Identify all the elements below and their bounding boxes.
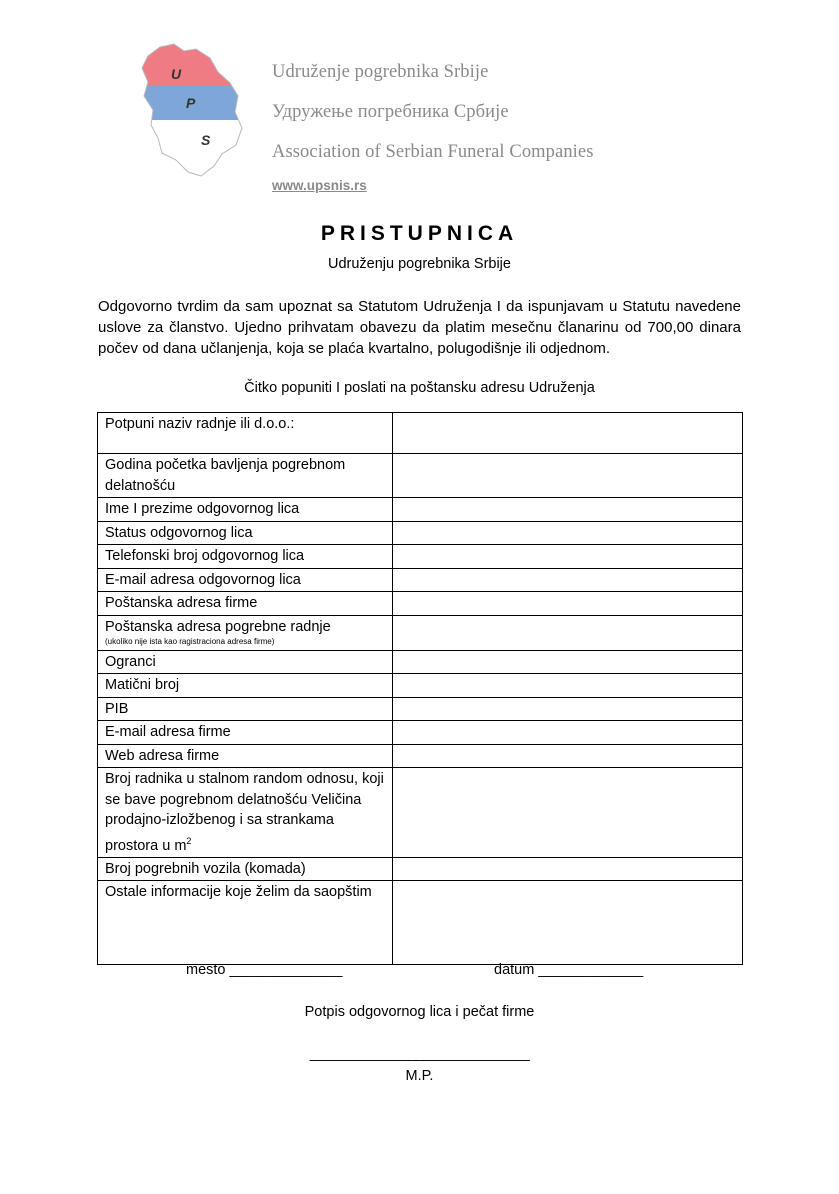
intro-paragraph: Odgovorno tvrdim da sam upoznat sa Statutom Udruženja I da ispunjavam u Statutu navedene uslove za članstvo. Ujedno prihvatam obavezu da platim mesečnu članarinu od 700,00 dinara počev od dana učlanjenja, koja se plaća kvartalno, polugodišnje ili odjednom. (98, 298, 741, 357)
form-label: Poštanska adresa pogrebne radnje (105, 618, 331, 635)
form-value-cell[interactable] (393, 744, 743, 768)
form-label-superscript: 2 (186, 835, 192, 846)
form-value-cell[interactable] (393, 881, 743, 965)
form-row (98, 615, 743, 650)
form-label: Ostale informacije koje želim da saopštim (98, 881, 393, 965)
signature-label: Potpis odgovornog lica i pečat firme (304, 1004, 535, 1020)
serbia-map-logo (138, 42, 246, 180)
form-row (98, 857, 743, 881)
form-label: E-mail adresa odgovornog lica (98, 568, 393, 592)
form-value-cell[interactable] (393, 521, 743, 545)
place-field[interactable]: mesto ______________ (186, 962, 343, 978)
form-row (98, 744, 743, 768)
logo-letter-s: S (201, 132, 211, 148)
form-label: Ime I prezime odgovornog lica (98, 498, 393, 522)
form-value-cell[interactable] (393, 454, 743, 498)
logo-red-band (138, 42, 246, 86)
form-row (98, 568, 743, 592)
form-value-cell[interactable] (393, 674, 743, 698)
form-value-cell[interactable] (393, 650, 743, 674)
form-row (98, 413, 743, 454)
form-label: Ogranci (98, 650, 393, 674)
form-value-cell[interactable] (393, 697, 743, 721)
form-row (98, 674, 743, 698)
document-title: PRISTUPNICA (320, 222, 519, 245)
org-name-cyrillic: Удружење погребника Србије (272, 102, 509, 122)
form-label: Godina početka bavljenja pogrebnom delatnošću (98, 454, 393, 498)
instruction-text: Čitko popuniti I poslati na poštansku adresu Udruženja (244, 380, 595, 396)
document-subtitle: Udruženju pogrebnika Srbije (328, 256, 511, 272)
date-field[interactable]: datum _____________ (494, 962, 644, 978)
form-row (98, 650, 743, 674)
application-form-table (97, 412, 743, 965)
form-label: Potpuni naziv radnje ili d.o.o.: (98, 413, 393, 454)
org-name-latin: Udruženje pogrebnika Srbije (272, 62, 489, 82)
form-value-cell[interactable] (393, 615, 743, 650)
form-value-cell[interactable] (393, 498, 743, 522)
form-row (98, 498, 743, 522)
logo-white-band (138, 120, 246, 180)
website-link[interactable]: www.upsnis.rs (272, 178, 367, 193)
form-label: Telefonski broj odgovornog lica (98, 545, 393, 569)
form-label: Matični broj (98, 674, 393, 698)
form-value-cell[interactable] (393, 545, 743, 569)
form-value-cell[interactable] (393, 568, 743, 592)
form-value-cell[interactable] (393, 768, 743, 858)
form-value-cell[interactable] (393, 413, 743, 454)
form-row (98, 881, 743, 965)
form-label: Poštanska adresa firme (98, 592, 393, 616)
form-label: PIB (98, 697, 393, 721)
form-label-cell (98, 615, 393, 650)
form-label: Status odgovornog lica (98, 521, 393, 545)
form-row (98, 521, 743, 545)
form-row (98, 592, 743, 616)
org-name-english: Association of Serbian Funeral Companies (272, 142, 594, 162)
form-label-cell (98, 768, 393, 858)
form-row (98, 768, 743, 858)
form-label: Web adresa firme (98, 744, 393, 768)
form-row (98, 545, 743, 569)
form-label-note: (ukoliko nije ista kao ragistraciona adresa firme) (105, 637, 275, 646)
signature-line[interactable]: _____________________________ (309, 1046, 530, 1062)
form-row (98, 454, 743, 498)
stamp-label: M.P. (405, 1068, 434, 1084)
form-value-cell[interactable] (393, 857, 743, 881)
form-row (98, 697, 743, 721)
form-row (98, 721, 743, 745)
logo-letter-u: U (171, 66, 182, 82)
form-label: E-mail adresa firme (98, 721, 393, 745)
logo-letter-p: P (186, 95, 196, 111)
form-label: Broj pogrebnih vozila (komada) (98, 857, 393, 881)
form-value-cell[interactable] (393, 592, 743, 616)
form-label: Broj radnika u stalnom random odnosu, koji se bave pogrebnom delatnošću Veličina prodajno-izložbenog i sa strankama prostora u m (105, 771, 384, 854)
form-value-cell[interactable] (393, 721, 743, 745)
